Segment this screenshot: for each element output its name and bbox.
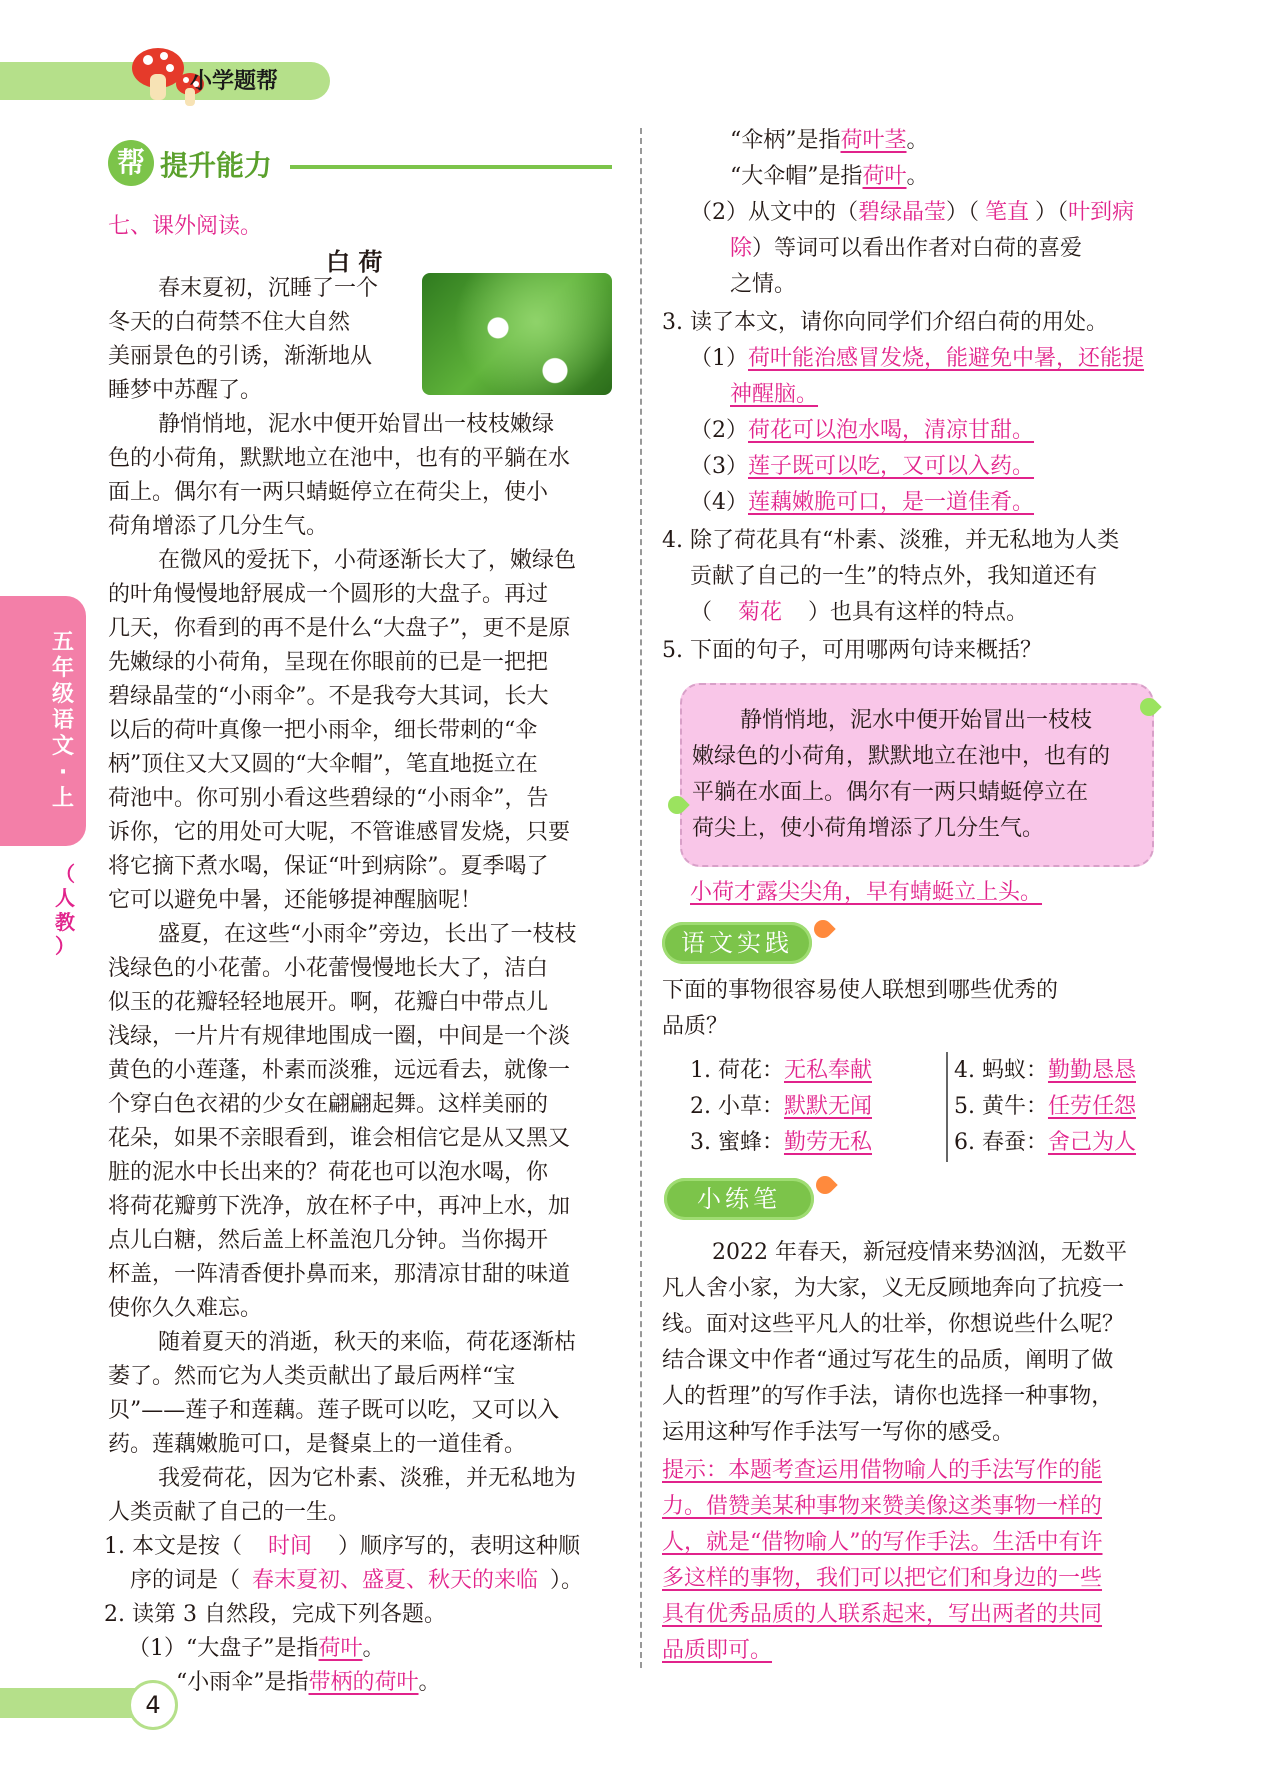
paragraph-line: 荷池中。你可别小看这些碧绿的“小雨伞”，告 (108, 786, 549, 811)
question-2-2-line3: 之情。 (730, 272, 797, 297)
writing-title: 小练笔 (664, 1178, 814, 1220)
paragraph-line: 似玉的花瓣轻轻地展开。啊，花瓣白中带点儿 (108, 990, 549, 1015)
question-2-2-line2: 除）等词可以看出作者对白荷的喜爱 (730, 236, 1083, 261)
column-divider (640, 128, 642, 1668)
practice-prompt: 品质？ (662, 1014, 729, 1039)
question-3-item: 神醒脑。 (730, 382, 819, 407)
paragraph-line: 我爱荷花，因为它朴素、淡雅，并无私地为 (158, 1466, 577, 1491)
practice-item: 3. 蜜蜂：勤劳无私 (690, 1130, 872, 1155)
quote-line: 荷尖上，使小荷角增添了几分生气。 (692, 816, 1045, 841)
paragraph-line: 将荷花瓣剪下洗净，放在杯子中，再冲上水，加 (108, 1194, 571, 1219)
edition-label: （ 人 教 ） (55, 862, 75, 958)
paragraph-line: 药。莲藕嫩脆可口，是餐桌上的一道佳肴。 (108, 1432, 527, 1457)
question-2-2-line1: （2）从文中的（碧绿晶莹）（ 笔直 ）（叶到病 (690, 200, 1135, 225)
paragraph-line: 静悄悄地，泥水中便开始冒出一枝枝嫩绿 (158, 412, 555, 437)
paragraph-line: 以后的荷叶真像一把小雨伞，细长带刺的“伞 (108, 718, 538, 743)
question-2-1-d: “大伞帽”是指荷叶。 (730, 164, 929, 189)
question-2: 2. 读第 3 自然段，完成下列各题。 (104, 1602, 446, 1627)
section-title: 提升能力 (160, 149, 273, 182)
hint-line: 人，就是“借物喻人”的写作手法。生活中有许 (662, 1530, 1103, 1555)
question-2-1-c: “伞柄”是指荷叶茎。 (730, 128, 929, 153)
paragraph-line: 浅绿，一片片有规律地围成一圈，中间是一个淡 (108, 1024, 571, 1049)
paragraph-line: 花朵，如果不亲眼看到，谁会相信它是从又黑又 (108, 1126, 571, 1151)
paragraph-line: 盛夏，在这些“小雨伞”旁边，长出了一枝枝 (158, 922, 577, 947)
question-3: 3. 读了本文，请你向同学们介绍白荷的用处。 (662, 310, 1108, 335)
question-1-line2: 序的词是（ 春末夏初、盛夏、秋天的来临 ）。 (130, 1568, 584, 1593)
paragraph-line: 浅绿色的小花蕾。小花蕾慢慢地长大了，洁白 (108, 956, 549, 981)
paragraph-line: 个穿白色衣裙的少女在翩翩起舞。这样美丽的 (108, 1092, 549, 1117)
question-5-answer: 小荷才露尖尖角，早有蜻蜓立上头。 (690, 880, 1043, 905)
quote-line: 平躺在水面上。偶尔有一两只蜻蜓停立在 (692, 780, 1089, 805)
paragraph-line: 在微风的爱抚下，小荷逐渐长大了，嫩绿色 (158, 548, 577, 573)
practice-item: 2. 小草：默默无闻 (690, 1094, 872, 1119)
hint-line: 多这样的事物，我们可以把它们和身边的一些 (662, 1566, 1103, 1591)
reading-title: 白 荷 (326, 248, 383, 276)
hint-line: 品质即可。 (662, 1638, 773, 1663)
question-4-line1: 4. 除了荷花具有“朴素、淡雅，并无私地为人类 (662, 528, 1120, 553)
paragraph-line: 随着夏天的消逝，秋天的来临，荷花逐渐枯 (158, 1330, 577, 1355)
paragraph-line: 诉你，它的用处可大呢，不管谁感冒发烧，只要 (108, 820, 571, 845)
paragraph-line: 它可以避免中暑，还能够提神醒脑呢！ (108, 888, 483, 913)
practice-item: 1. 荷花：无私奉献 (690, 1058, 872, 1083)
paragraph-line: 将它摘下煮水喝，保证“叶到病除”。夏季喝了 (108, 854, 549, 879)
question-4-line3: （ 菊花 ）也具有这样的特点。 (690, 600, 1029, 625)
question-2-1-a: （1）“大盘子”是指荷叶。 (128, 1636, 385, 1661)
paragraph-line: 的叶角慢慢地舒展成一个圆形的大盘子。再过 (108, 582, 549, 607)
practice-item: 5. 黄牛：任劳任怨 (954, 1094, 1136, 1119)
paragraph-line: 荷角增添了几分生气。 (108, 514, 329, 539)
heart-icon (812, 1172, 837, 1197)
writing-line: 凡人舍小家，为大家，义无反顾地奔向了抗疫一 (662, 1276, 1125, 1301)
paragraph-line: 面上。偶尔有一两只蜻蜓停立在荷尖上，使小 (108, 480, 549, 505)
question-5: 5. 下面的句子，可用哪两句诗来概括？ (662, 638, 1042, 663)
paragraph-line: 贝”——莲子和莲藕。莲子既可以吃，又可以入 (108, 1398, 560, 1423)
question-2-1-b: “小雨伞”是指带柄的荷叶。 (176, 1670, 441, 1695)
paragraph-line: 脏的泥水中长出来的？荷花也可以泡水喝，你 (108, 1160, 549, 1185)
paragraph-line: 冬天的白荷禁不住大自然 (108, 310, 351, 335)
paragraph-line: 杯盖，一阵清香便扑鼻而来，那清凉甘甜的味道 (108, 1262, 571, 1287)
section-underline (290, 165, 612, 169)
hint-line: 力。借赞美某种事物来赞美像这类事物一样的 (662, 1494, 1103, 1519)
writing-line: 线。面对这些平凡人的壮举，你想说些什么呢？ (662, 1312, 1125, 1337)
writing-line: 人的哲理”的写作手法，请你也选择一种事物， (662, 1384, 1114, 1409)
quote-line: 静悄悄地，泥水中便开始冒出一枝枝 (740, 708, 1093, 733)
question-1-line1: 1. 本文是按（ 时间 ）顺序写的，表明这种顺 (104, 1534, 581, 1559)
hint-line: 具有优秀品质的人联系起来，写出两者的共同 (662, 1602, 1103, 1627)
question-3-item: （2）荷花可以泡水喝，清凉甘甜。 (690, 418, 1035, 443)
writing-line: 2022 年春天，新冠疫情来势汹汹，无数平 (712, 1240, 1127, 1265)
paragraph-line: 点儿白糖，然后盖上杯盖泡几分钟。当你揭开 (108, 1228, 549, 1253)
paragraph-line: 先嫩绿的小荷角，呈现在你眼前的已是一把把 (108, 650, 549, 675)
practice-title: 语文实践 (662, 922, 812, 964)
paragraph-line: 碧绿晶莹的“小雨伞”。不是我夸大其词，长大 (108, 684, 549, 709)
quote-line: 嫩绿色的小荷角，默默地立在池中，也有的 (692, 744, 1111, 769)
grade-label: 五 年 级 语 文 · 上 (51, 630, 74, 811)
writing-line: 结合课文中作者“通过写花生的品质，阐明了做 (662, 1348, 1114, 1373)
paragraph-line: 萎了。然而它为人类贡献出了最后两样“宝 (108, 1364, 516, 1389)
paragraph-line: 睡梦中苏醒了。 (108, 378, 263, 403)
paragraph-line: 柄”顶住又大又圆的“大伞帽”，笔直地挺立在 (108, 752, 538, 777)
section-badge: 帮 (108, 140, 154, 186)
paragraph-line: 春末夏初，沉睡了一个 (158, 276, 379, 301)
paragraph-line: 黄色的小莲蓬，朴素而淡雅，远远看去，就像一 (108, 1058, 571, 1083)
practice-item: 4. 蚂蚁：勤勤恳恳 (954, 1058, 1136, 1083)
question-3-item: （1）荷叶能治感冒发烧，能避免中暑，还能提 (690, 346, 1145, 371)
practice-divider (946, 1052, 948, 1162)
reading-heading: 七、课外阅读。 (108, 214, 263, 239)
paragraph-line: 使你久久难忘。 (108, 1296, 263, 1321)
practice-item: 6. 春蚕：舍己为人 (954, 1130, 1136, 1155)
question-3-item: （3）莲子既可以吃，又可以入药。 (690, 454, 1035, 479)
hint-line: 提示：本题考查运用借物喻人的手法写作的能 (662, 1458, 1103, 1483)
question-4-line2: 贡献了自己的一生”的特点外，我知道还有 (690, 564, 1098, 589)
paragraph-line: 色的小荷角，默默地立在池中，也有的平躺在水 (108, 446, 571, 471)
heart-icon (810, 916, 835, 941)
brand-label: 小学题帮 (190, 69, 279, 94)
practice-prompt: 下面的事物很容易使人联想到哪些优秀的 (662, 978, 1059, 1003)
writing-line: 运用这种写作手法写一写你的感受。 (662, 1420, 1015, 1445)
question-3-item: （4）莲藕嫩脆可口，是一道佳肴。 (690, 490, 1035, 515)
page-number: 4 (128, 1680, 178, 1730)
white-lotus-photo (422, 273, 612, 395)
paragraph-line: 美丽景色的引诱，渐渐地从 (108, 344, 373, 369)
paragraph-line: 几天，你看到的再不是什么“大盘子”，更不是原 (108, 616, 571, 641)
paragraph-line: 人类贡献了自己的一生。 (108, 1500, 351, 1525)
